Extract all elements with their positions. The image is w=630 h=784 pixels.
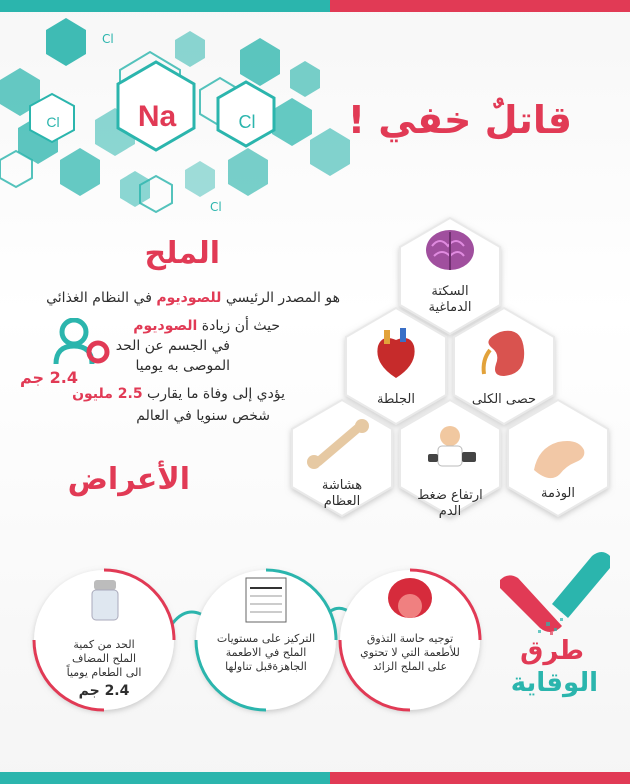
prevention-heading-1: طرق: [520, 636, 584, 666]
prevention-text-1: توجيه حاسة التذوق للأطعمة التي لا تحتوي على الملح الزائد: [360, 632, 460, 673]
capsule-icon: [490, 548, 620, 638]
symptom-label-kidney-stones: حصى الكلى: [471, 392, 537, 407]
salt-line-6: شخص سنويا في العالم: [136, 408, 270, 424]
symptom-label-clot: الجلطة: [377, 392, 415, 407]
chlorine-symbol-tiny-2: Cl: [210, 200, 222, 214]
salt-line-5: يؤدي إلى وفاة ما يقارب 2.5 مليون: [72, 386, 285, 402]
symptom-label-edema: الوذمة: [540, 486, 575, 501]
salt-line-3: في الجسم عن الحد: [115, 338, 230, 354]
salt-line-1: هو المصدر الرئيسي للصوديوم في النظام الغذائي: [46, 290, 340, 306]
salt-line-4: الموصى به يوميا: [135, 358, 230, 374]
salt-heading: الملح: [144, 236, 220, 271]
brain-icon: [426, 230, 474, 270]
nutrition-label-icon: [246, 578, 286, 622]
chlorine-symbol: Cl: [238, 112, 256, 132]
symptom-label-hypertension: ارتفاع ضغط الدم: [417, 488, 483, 519]
symptom-label-stroke: السكتة الدماغية: [428, 284, 472, 315]
daily-salt-amount: 2.4 جم: [20, 368, 78, 387]
tongue-icon: [388, 578, 432, 618]
symptoms-heading: الأعراض: [67, 462, 190, 497]
salt-shaker-icon: [92, 580, 118, 620]
chlorine-symbol-tiny: Cl: [102, 32, 114, 46]
bottom-color-bar: [0, 772, 630, 784]
symptom-label-osteoporosis: هشاشة العظام: [321, 478, 363, 509]
prevention-heading-2: الوقاية: [510, 668, 598, 698]
prevention-amount: 2.4 جم: [78, 683, 130, 699]
chlorine-symbol-small: Cl: [46, 114, 60, 130]
prevention-text-3: الحد من كمية الملح المضاف الى الطعام يومياً: [66, 638, 142, 679]
salt-line-2: حيث أن زيادة الصوديوم: [133, 318, 280, 334]
page-title: قاتلٌ خفي !: [347, 98, 572, 142]
sodium-symbol: Na: [137, 100, 177, 133]
prevention-text-2: التركيز على مستويات الملح في الاطعمة الجاهزةقبل تناولها: [216, 632, 316, 673]
